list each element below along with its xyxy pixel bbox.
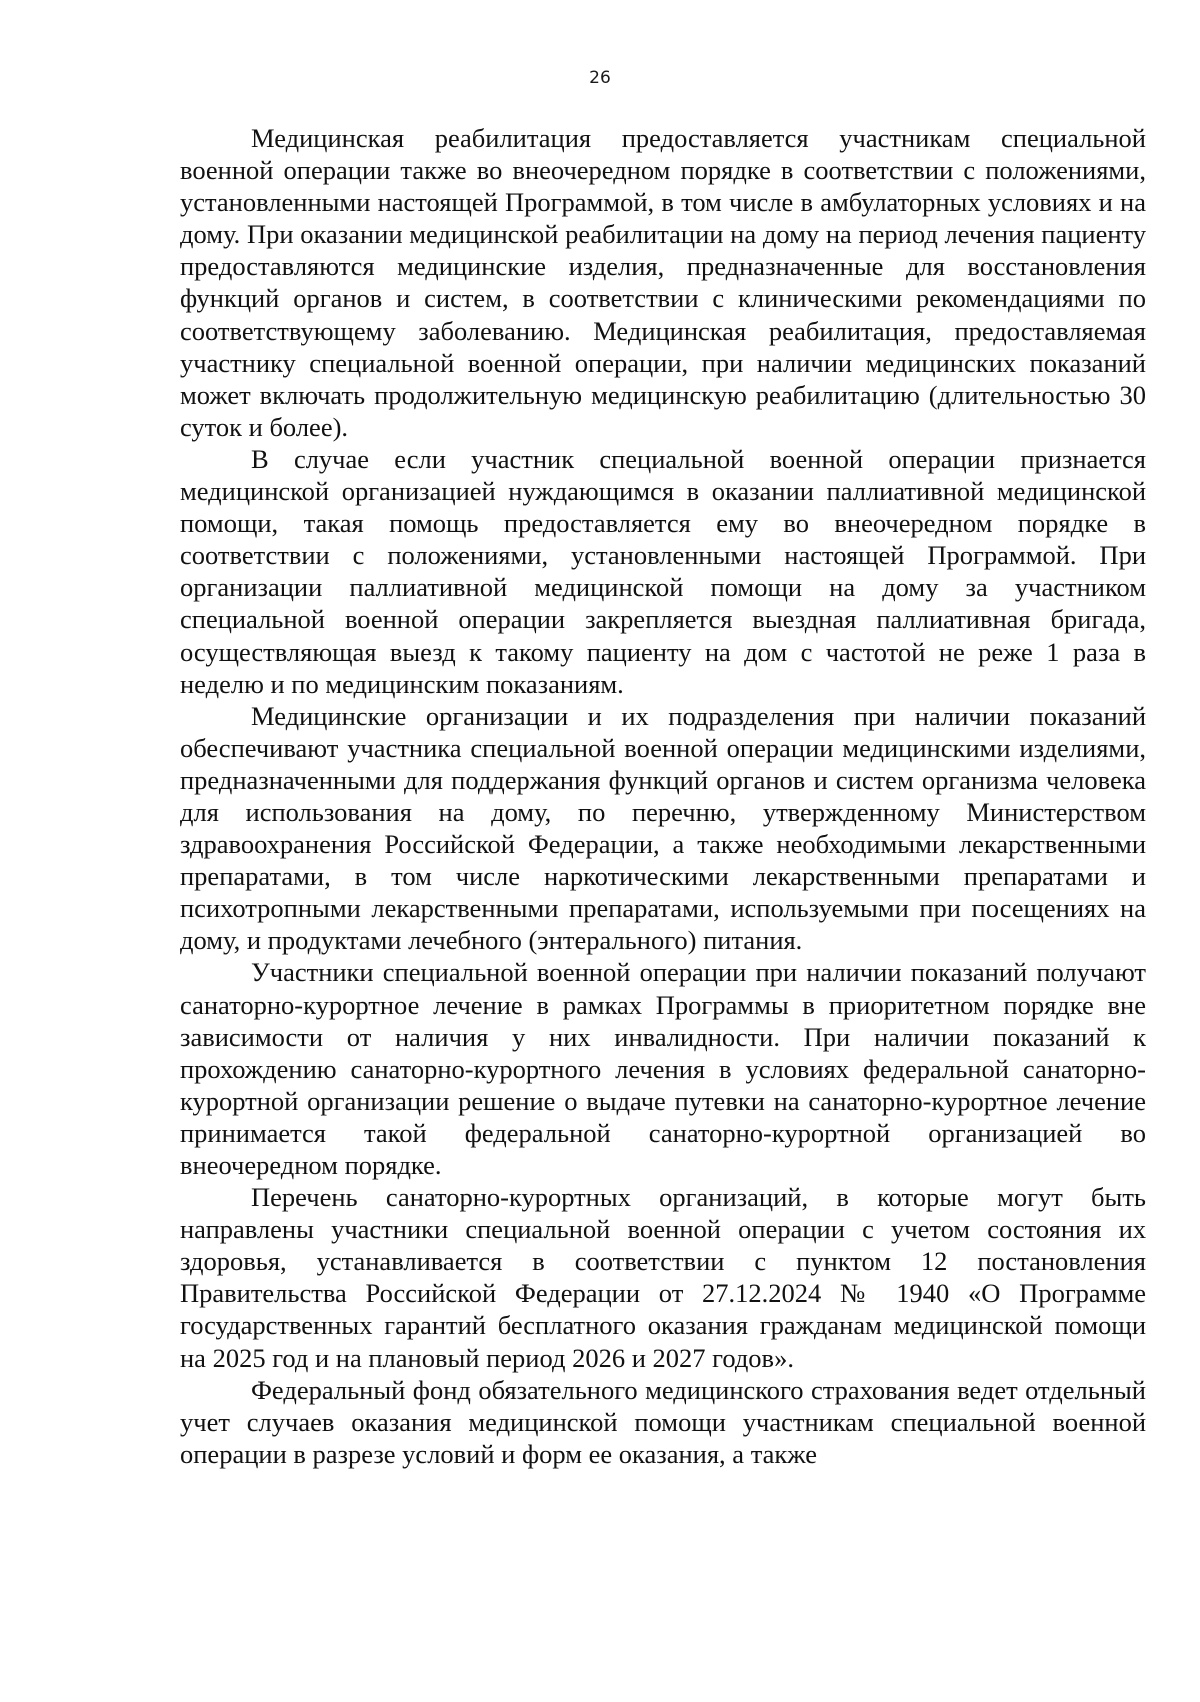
paragraph-medical-rehabilitation: Медицинская реабилитация предоставляется участникам специальной военной операции также во внеочередном порядке в соответствии с положениями, установленными настоящей Программой, в том числе в амбулаторных условиях и на дому. При оказании медицинской реабилитации на дому на период лечения пациенту предоставляются медицинские изделия, предназначенные для восстановления функций органов и систем, в соответствии с клиническими рекомендациями по соответствующему заболеванию. Медицинская реабилитация, предоставляемая участнику специальной военной операции, при наличии медицинских показаний может включать продолжительную медицинскую реабилитацию (длительностью 30 суток и более). xyxy=(180,123,1146,442)
paragraph-palliative-care: В случае если участник специальной военной операции признается медицинской организацией нуждающимся в оказании паллиативной медицинской помощи, такая помощь предоставляется ему во внеочередном порядке в соответствии с положениями, установленными настоящей Программой. При организации паллиативной медицинской помощи на дому за участником специальной военной операции закрепляется выездная паллиативная бригада, осуществляющая выезд к такому пациенту на дом с частотой не реже 1 раза в неделю и по медицинским показаниям. xyxy=(180,443,1146,699)
paragraph-insurance-fund: Федеральный фонд обязательного медицинского страхования ведет отдельный учет случаев оказания медицинской помощи участникам специальной военной операции в разрезе условий и форм ее оказания, а также xyxy=(180,1374,1146,1469)
paragraph-sanatorium-treatment: Участники специальной военной операции при наличии показаний получают санаторно-курортное лечение в рамках Программы в приоритетном порядке вне зависимости от наличия у них инвалидности. При наличии показаний к прохождению санаторно-курортного лечения в условиях федеральной санаторно-курортной организации решение о выдаче путевки на санаторно-курортное лечение принимается такой федеральной санаторно-курортной организацией во внеочередном порядке. xyxy=(180,957,1146,1180)
page-number: 26 xyxy=(589,68,611,88)
paragraph-medical-devices: Медицинские организации и их подразделения при наличии показаний обеспечивают участника специальной военной операции медицинскими изделиями, предназначенными для поддержания функций органов и систем организма человека для использования на дому, по перечню, утвержденному Министерством здравоохранения Российской Федерации, а также необходимыми лекарственными препаратами, в том числе наркотическими лекарственными препаратами и психотропными лекарственными препаратами, используемыми при посещениях на дому, и продуктами лечебного (энтерального) питания. xyxy=(180,700,1146,956)
document-body xyxy=(180,122,1146,1470)
paragraph-sanatorium-list: Перечень санаторно-курортных организаций, в которые могут быть направлены участники специальной военной операции с учетом состояния их здоровья, устанавливается в соответствии с пунктом 12 постановления Правительства Российской Федерации от 27.12.2024 № 1940 «О Программе государственных гарантий бесплатного оказания гражданам медицинской помощи на 2025 год и на плановый период 2026 и 2027 годов». xyxy=(180,1182,1146,1373)
